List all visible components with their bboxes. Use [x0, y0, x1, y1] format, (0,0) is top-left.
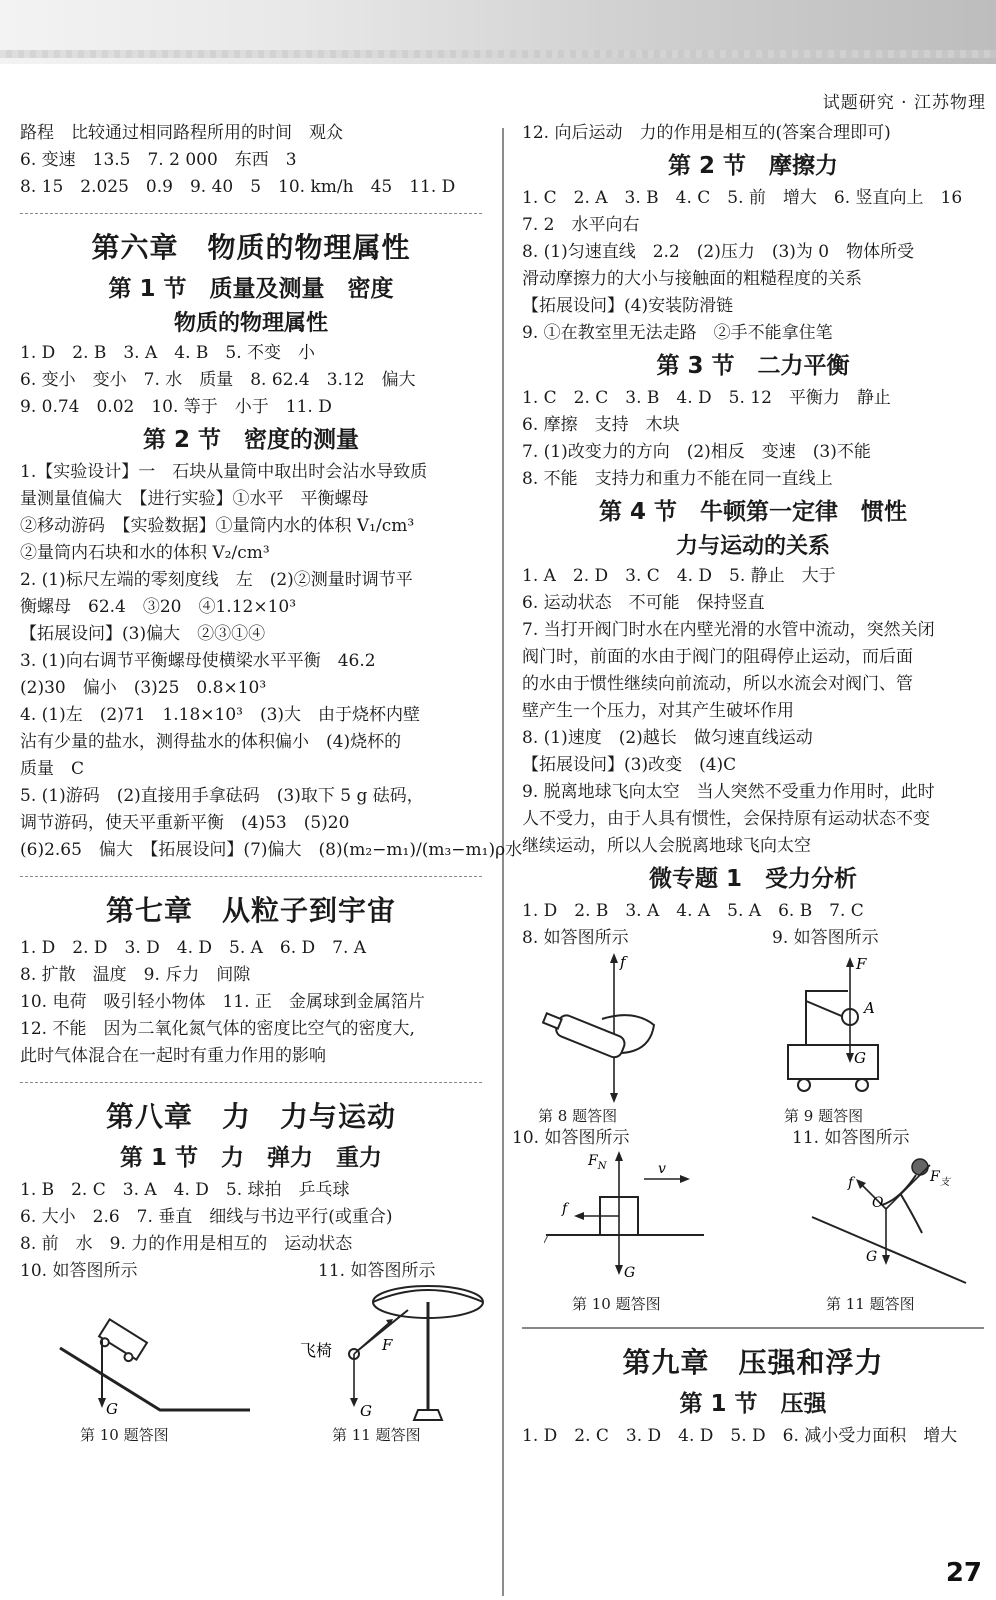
column-divider [502, 128, 504, 1596]
section-subtitle: 力与运动的关系 [675, 534, 830, 559]
answer-line: 11. 如答图所示 [792, 1128, 910, 1148]
answer-line: ②量筒内石块和水的体积 V₂/cm³ [20, 543, 270, 563]
answer-line: 1. C 2. C 3. B 4. D 5. 12 平衡力 静止 [522, 388, 891, 408]
answer-line: 10. 电荷 吸引轻小物体 11. 正 金属球到金属箔片 [20, 992, 425, 1012]
answer-line: 【拓展设问】(3)偏大 ②③①④ [20, 624, 266, 644]
figure-caption: 第 10 题答图 [80, 1426, 169, 1444]
answer-line: 1. B 2. C 3. A 4. D 5. 球拍 乒乓球 [20, 1180, 350, 1200]
section-title: 第 1 节 力 弹力 重力 [119, 1145, 383, 1171]
figure-9-crane-cart [778, 953, 898, 1103]
force-label-f: F [382, 1336, 393, 1354]
answer-line: 【拓展设问】(4)安装防滑链 [522, 296, 734, 316]
answer-line: 人不受力，由于人具有惯性，会保持原有运动状态不变 [522, 809, 930, 829]
answer-line: 8. 前 水 9. 力的作用是相互的 运动状态 [20, 1234, 353, 1254]
force-label-f: F [856, 955, 867, 973]
answer-line: 8. 扩散 温度 9. 斥力 间隙 [20, 965, 251, 985]
figure-row [522, 925, 984, 1125]
chapter-8-title: 第八章 力 力与运动 [105, 1100, 396, 1133]
section-subtitle: 物质的物理属性 [173, 311, 328, 336]
answer-line: 继续运动，所以人会脱离地球飞向太空 [522, 836, 811, 856]
page-header: 试题研究 · 江苏物理 [822, 93, 986, 113]
answer-line: 11. 如答图所示 [318, 1261, 436, 1281]
force-label-fn: $F_N$ [588, 1153, 607, 1172]
force-label-g: G [854, 1049, 866, 1067]
answer-line: (2)30 偏小 (3)25 0.8×10³ [20, 678, 267, 698]
answer-line: 10. 如答图所示 [512, 1128, 630, 1148]
velocity-label: v [658, 1161, 666, 1177]
force-label-g: G [624, 1265, 636, 1281]
answer-line: 1. C 2. A 3. B 4. C 5. 前 增大 6. 竖直向上 16 [522, 188, 963, 208]
answer-line: 5. (1)游码 (2)直接用手拿砝码 (3)取下 5 g 砝码， [20, 786, 424, 806]
answer-line: 6. 大小 2.6 7. 垂直 细线与书边平行(或重合) [20, 1207, 393, 1227]
answer-line: 阀门时，前面的水由于阀门的阻碍停止运动，而后面 [522, 647, 913, 667]
force-label-g: G [106, 1400, 118, 1418]
swing-chair-label: 飞椅 [300, 1341, 333, 1360]
figure-11-swing-ride [290, 1282, 490, 1422]
answer-line: 此时气体混合在一起时有重力作用的影响 [20, 1046, 326, 1066]
figure-caption: 第 9 题答图 [784, 1107, 864, 1125]
force-label-f: f [620, 953, 626, 971]
answer-line: 8. 如答图所示 [522, 928, 629, 948]
section-title: 第 1 节 质量及测量 密度 [108, 276, 394, 302]
answer-line: 7. 当打开阀门时水在内壁光滑的水管中流动，突然关闭 [522, 620, 935, 640]
figure-caption: 第 8 题答图 [538, 1107, 618, 1125]
page-number: 27 [945, 1558, 982, 1588]
answer-line: 1. A 2. D 3. C 4. D 5. 静止 大于 [522, 566, 836, 586]
answer-line: 10. 如答图所示 [20, 1261, 138, 1281]
section-title: 微专题 1 受力分析 [648, 866, 857, 892]
answer-line: 8. 15 2.025 0.9 9. 40 5 10. km/h 45 11. D [20, 177, 456, 197]
top-band-stripe [0, 50, 996, 58]
figure-caption: 第 11 题答图 [332, 1426, 421, 1444]
answer-line: 调节游码，使天平重新平衡 (4)53 (5)20 [20, 813, 350, 833]
force-label-g: G [360, 1402, 372, 1420]
figure-caption: 第 10 题答图 [572, 1295, 661, 1313]
answer-line: 【拓展设问】(3)改变 (4)C [522, 755, 737, 775]
answer-line: 路程 比较通过相同路程所用的时间 观众 [20, 123, 343, 143]
answer-line: 1.【实验设计】一 石块从量筒中取出时会沾水导致质 [20, 462, 428, 482]
force-label-f: f [848, 1175, 854, 1191]
answer-line: 6. 运动状态 不可能 保持竖直 [522, 593, 765, 613]
answer-line: 4. (1)左 (2)71 1.18×10³ (3)大 由于烧杯内壁 [20, 705, 421, 725]
answer-line: 1. D 2. C 3. D 4. D 5. D 6. 减小受力面积 增大 [522, 1426, 958, 1446]
answer-line: 7. (1)改变力的方向 (2)相反 变速 (3)不能 [522, 442, 871, 462]
section-title: 第 3 节 二力平衡 [656, 353, 850, 379]
section-title: 第 2 节 密度的测量 [142, 427, 360, 453]
top-band [0, 0, 996, 64]
answer-line: 1. D 2. D 3. D 4. D 5. A 6. D 7. A [20, 938, 367, 958]
answer-line: 6. 变小 变小 7. 水 质量 8. 62.4 3.12 偏大 [20, 370, 416, 390]
answer-line: 量测量值偏大 【进行实验】①水平 平衡螺母 [20, 489, 369, 509]
answer-line: 12. 向后运动 力的作用是相互的(答案合理即可) [522, 123, 891, 143]
answer-line: 12. 不能 因为二氧化氮气体的密度比空气的密度大, [20, 1019, 415, 1039]
chapter-7-title: 第七章 从粒子到宇宙 [105, 894, 396, 927]
figure-caption: 第 11 题答图 [826, 1295, 915, 1313]
answer-line: 2. (1)标尺左端的零刻度线 左 (2)②测量时调节平 [20, 570, 413, 590]
answer-line: 沾有少量的盐水，测得盐水的体积偏小 (4)烧杯的 [20, 732, 402, 752]
answer-line: 的水由于惯性继续向前流动，所以水流会对阀门、管 [522, 674, 913, 694]
section-divider [522, 1327, 984, 1329]
answer-line: 3. (1)向右调节平衡螺母使横梁水平平衡 46.2 [20, 651, 376, 671]
answer-line: 滑动摩擦力的大小与接触面的粗糙程度的关系 [522, 269, 862, 289]
force-label-fsupport: $F_支$ [930, 1169, 950, 1188]
answer-line: 1. D 2. B 3. A 4. A 5. A 6. B 7. C [522, 901, 864, 921]
force-label-f: f [562, 1201, 568, 1217]
section-divider [20, 213, 482, 214]
answer-line: 9. 0.74 0.02 10. 等于 小于 11. D [20, 397, 332, 417]
figure-11-skier-forces [804, 1147, 974, 1287]
answer-line: 9. 脱离地球飞向太空 当人突然不受重力作用时，此时 [522, 782, 935, 802]
section-divider [20, 876, 482, 877]
answer-line: 8. 不能 支持力和重力不能在同一直线上 [522, 469, 833, 489]
chapter-6-title: 第六章 物质的物理属性 [91, 231, 411, 264]
left-column [20, 120, 523, 1448]
answer-line: 8. (1)匀速直线 2.2 (2)压力 (3)为 0 物体所受 [522, 242, 915, 262]
section-title: 第 1 节 压强 [679, 1391, 827, 1417]
section-title: 第 2 节 摩擦力 [667, 153, 839, 179]
answer-line: (6)2.65 偏大 【拓展设问】(7)偏大 (8)(m₂−m₁)/(m₃−m₁)ρ水 [20, 840, 523, 860]
force-label-g: G [866, 1249, 878, 1265]
answer-line: ②移动游码 【实验数据】①量筒内水的体积 V₁/cm³ [20, 516, 415, 536]
point-label-o: O [872, 1195, 884, 1211]
figure-10-cart-incline [50, 1288, 250, 1418]
answer-line: 质量 C [20, 759, 85, 779]
answer-line: 衡螺母 62.4 ③20 ④1.12×10³ [20, 597, 297, 617]
answer-line: 壁产生一个压力，对其产生破坏作用 [522, 701, 794, 721]
answer-line: 8. (1)速度 (2)越长 做匀速直线运动 [522, 728, 813, 748]
answer-line: 6. 摩擦 支持 木块 [522, 415, 680, 435]
chapter-9-title: 第九章 压强和浮力 [622, 1346, 884, 1379]
section-divider [20, 1082, 482, 1083]
figure-row [20, 1258, 482, 1448]
figure-row [512, 1125, 984, 1315]
section-title: 第 4 节 牛顿第一定律 惯性 [598, 499, 908, 525]
figure-8-hand-bottle [542, 953, 692, 1103]
answer-line: 6. 变速 13.5 7. 2 000 东西 3 [20, 150, 297, 170]
answer-line: 9. 如答图所示 [772, 928, 879, 948]
figure-10-block-forces [544, 1151, 714, 1281]
right-column [512, 120, 984, 1450]
answer-line: 1. D 2. B 3. A 4. B 5. 不变 小 [20, 343, 316, 363]
answer-line: 7. 2 水平向右 [522, 215, 640, 235]
point-label-a: A [864, 999, 875, 1017]
answer-line: 9. ①在教室里无法走路 ②手不能拿住笔 [522, 323, 833, 343]
